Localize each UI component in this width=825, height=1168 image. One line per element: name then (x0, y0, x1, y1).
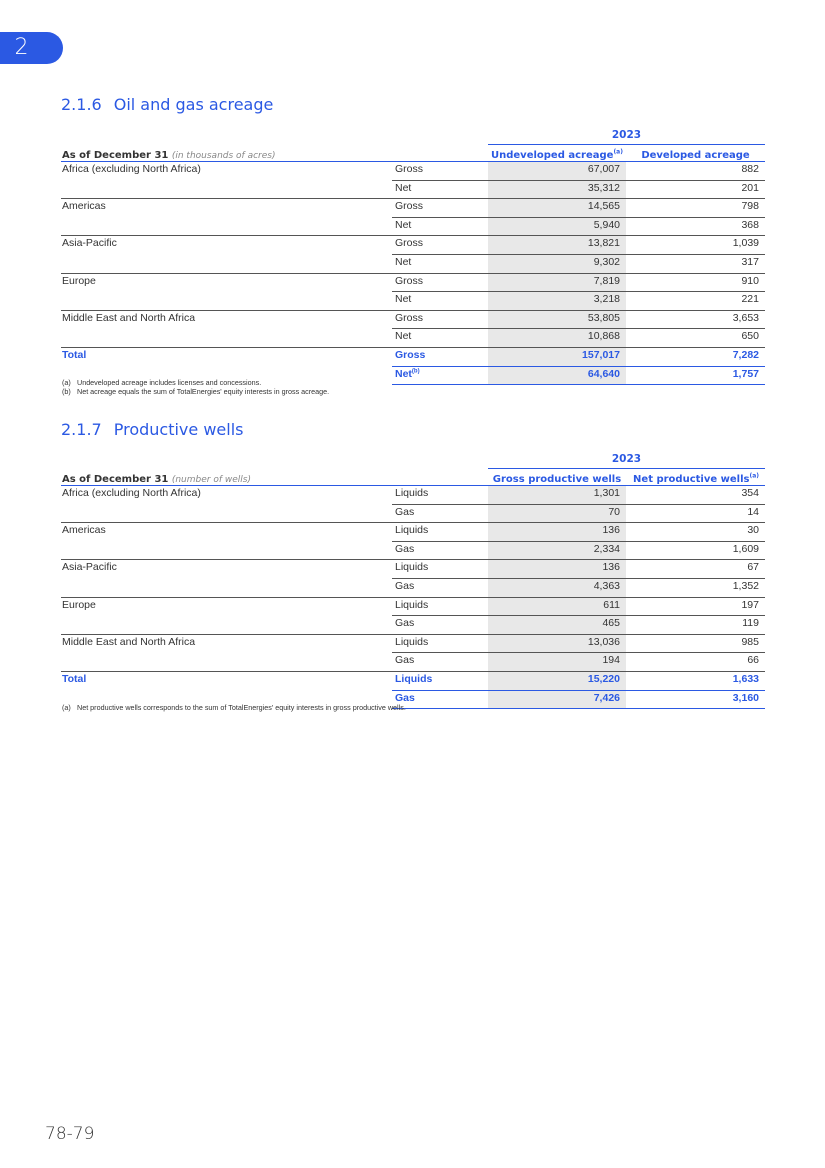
type-cell: Gas (392, 504, 488, 523)
region-cell (61, 180, 392, 199)
value-cell: 66 (626, 653, 765, 672)
acreage-footnotes (62, 379, 329, 396)
section-title-acreage (61, 95, 273, 114)
region-cell: Asia-Pacific (62, 561, 117, 574)
type-cell: Net (392, 217, 488, 236)
value-cell: 3,653 (626, 310, 765, 329)
footnote-text: Net acreage equals the sum of TotalEnergies' equity interests in gross acreage. (77, 386, 330, 396)
region-cell (61, 578, 392, 597)
value-cell: 7,426 (488, 690, 626, 709)
table-label-header: As of December 31 (number of wells) (61, 470, 392, 486)
chapter-tab: 2 (0, 32, 63, 64)
table-label-header: As of December 31 (in thousands of acres) (61, 146, 392, 162)
table-row (61, 217, 765, 236)
total-label: Total (61, 671, 392, 690)
value-cell: 368 (626, 217, 765, 236)
value-cell: 67,007 (488, 162, 626, 181)
type-cell: Gross (392, 347, 488, 366)
value-cell: 5,940 (488, 217, 626, 236)
region-cell (61, 653, 392, 672)
value-cell: 9,302 (488, 254, 626, 273)
table-row (61, 523, 765, 542)
footnote-ref: (b) (411, 368, 420, 375)
table-row (61, 616, 765, 635)
type-cell: Gross (392, 273, 488, 292)
type-cell: Liquids (392, 671, 488, 690)
total-row (61, 347, 765, 366)
type-cell: Net (392, 292, 488, 311)
region-cell: Asia-Pacific (62, 237, 117, 250)
type-label: Net (395, 367, 412, 380)
region-cell (61, 541, 392, 560)
type-cell: Net (392, 180, 488, 199)
value-cell: 64,640 (488, 366, 626, 385)
table-row (61, 597, 765, 616)
value-cell: 201 (626, 180, 765, 199)
footnote-tag: (a) (62, 378, 71, 387)
region-cell (61, 616, 392, 635)
table-row (61, 310, 765, 329)
value-cell: 15,220 (488, 671, 626, 690)
footnote-text: Undeveloped acreage includes licenses and concessions. (77, 378, 262, 387)
region-cell: Middle East and North Africa (62, 311, 196, 324)
value-cell: 3,218 (488, 292, 626, 311)
type-cell: Net (392, 254, 488, 273)
column-header-gross-wells: Gross productive wells (488, 470, 626, 486)
value-cell: 7,819 (488, 273, 626, 292)
value-cell: 136 (488, 560, 626, 579)
type-cell: Gas (392, 616, 488, 635)
type-cell: Liquids (392, 597, 488, 616)
value-cell: 119 (626, 616, 765, 635)
type-cell: Gas (392, 541, 488, 560)
type-cell (392, 690, 488, 709)
value-cell: 4,363 (488, 578, 626, 597)
total-label: Total (61, 347, 392, 366)
type-cell: Gas (392, 578, 488, 597)
value-cell: 317 (626, 254, 765, 273)
total-row (61, 671, 765, 690)
type-cell (392, 366, 488, 385)
page-number: 78-79 (45, 1124, 95, 1144)
value-cell: 3,160 (626, 690, 765, 709)
value-cell: 1,301 (488, 486, 626, 505)
table-row (61, 329, 765, 348)
value-cell: 2,334 (488, 541, 626, 560)
value-cell: 798 (626, 199, 765, 218)
year-header: 2023 (488, 453, 765, 469)
value-cell: 1,609 (626, 541, 765, 560)
value-cell: 53,805 (488, 310, 626, 329)
type-cell: Liquids (392, 634, 488, 653)
value-cell: 650 (626, 329, 765, 348)
region-cell: Europe (62, 274, 96, 287)
table-row (61, 199, 765, 218)
value-cell: 14,565 (488, 199, 626, 218)
value-cell: 221 (626, 292, 765, 311)
value-cell: 882 (626, 162, 765, 181)
column-header-developed: Developed acreage (626, 146, 765, 162)
value-cell: 67 (626, 560, 765, 579)
region-cell: Africa (excluding North Africa) (62, 163, 201, 175)
value-cell: 136 (488, 523, 626, 542)
section-number: 2.1.7 (61, 420, 102, 439)
type-cell: Net (392, 329, 488, 348)
region-cell (61, 292, 392, 311)
value-cell: 13,036 (488, 634, 626, 653)
value-cell: 1,757 (626, 366, 765, 385)
region-cell: Americas (62, 524, 106, 537)
region-cell: Middle East and North Africa (62, 635, 196, 648)
footnote (62, 704, 406, 713)
table-row (61, 486, 765, 505)
section-number: 2.1.6 (61, 95, 102, 114)
value-cell: 14 (626, 504, 765, 523)
type-cell: Liquids (392, 560, 488, 579)
year-header: 2023 (488, 129, 765, 145)
table-row (61, 653, 765, 672)
value-cell: 910 (626, 273, 765, 292)
region-cell (61, 254, 392, 273)
value-cell: 1,039 (626, 236, 765, 255)
table-row (61, 560, 765, 579)
type-cell: Gross (392, 236, 488, 255)
table-row (61, 273, 765, 292)
type-cell: Gross (392, 162, 488, 181)
value-cell: 30 (626, 523, 765, 542)
region-cell (61, 329, 392, 348)
table-row (61, 578, 765, 597)
region-cell: Africa (excluding North Africa) (62, 487, 201, 499)
region-cell: Americas (62, 200, 106, 213)
type-cell: Gross (392, 310, 488, 329)
value-cell: 35,312 (488, 180, 626, 199)
value-cell: 7,282 (626, 347, 765, 366)
section-heading: Oil and gas acreage (113, 95, 274, 114)
region-cell (61, 504, 392, 523)
footnote (62, 388, 329, 397)
region-cell: Europe (62, 598, 96, 611)
section-heading: Productive wells (113, 420, 244, 439)
value-cell: 197 (626, 597, 765, 616)
acreage-table (61, 146, 765, 385)
value-cell: 10,868 (488, 329, 626, 348)
value-cell: 13,821 (488, 236, 626, 255)
type-cell: Gas (392, 653, 488, 672)
column-header-net-wells: Net productive wells$^{(a)}$ (626, 470, 765, 486)
type-label: Gas (395, 691, 415, 704)
table-row (61, 180, 765, 199)
value-cell: 1,352 (626, 578, 765, 597)
wells-footnotes (62, 704, 406, 713)
value-cell: 465 (488, 616, 626, 635)
table-row (61, 541, 765, 560)
table-row (61, 236, 765, 255)
table-row (61, 634, 765, 653)
wells-table (61, 470, 765, 709)
footnote-text: Net productive wells corresponds to the sum of TotalEnergies' equity interests in gross productive wells. (77, 703, 406, 712)
type-cell: Liquids (392, 523, 488, 542)
table-row (61, 504, 765, 523)
table-row (61, 254, 765, 273)
table-row (61, 162, 765, 181)
footnote-tag: (a) (62, 703, 71, 712)
value-cell: 985 (626, 634, 765, 653)
value-cell: 70 (488, 504, 626, 523)
value-cell: 157,017 (488, 347, 626, 366)
value-cell: 354 (626, 486, 765, 505)
table-row (61, 292, 765, 311)
value-cell: 1,633 (626, 671, 765, 690)
region-cell (61, 217, 392, 236)
column-header-undeveloped: Undeveloped acreage$^{(a)}$ (488, 146, 626, 162)
type-cell: Gross (392, 199, 488, 218)
footnote-tag: (b) (62, 386, 71, 396)
value-cell: 194 (488, 653, 626, 672)
section-title-wells (61, 420, 243, 439)
value-cell: 611 (488, 597, 626, 616)
type-cell: Liquids (392, 486, 488, 505)
